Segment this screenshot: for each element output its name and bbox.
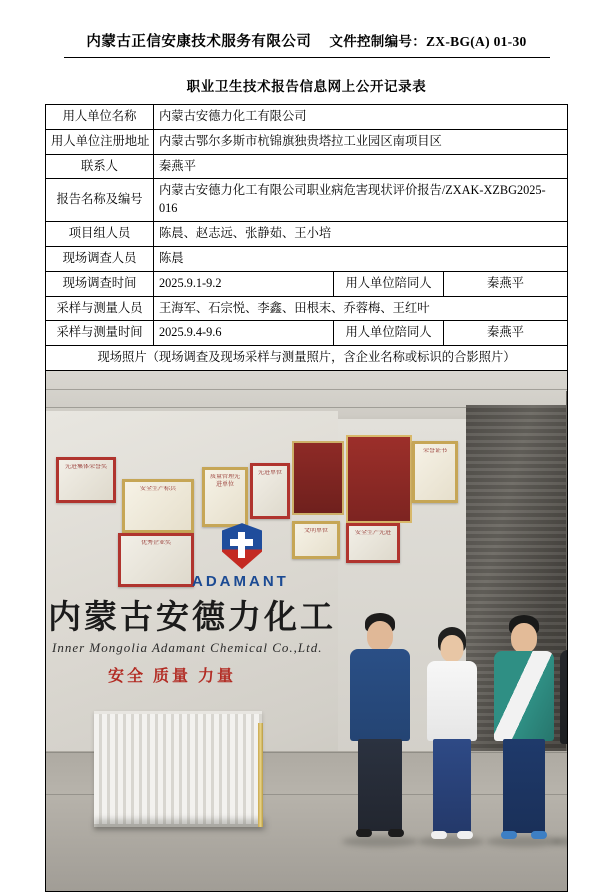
table-row bbox=[46, 154, 568, 179]
person-1 bbox=[344, 613, 416, 839]
wall-brand-english: Inner Mongolia Adamant Chemical Co.,Ltd. bbox=[52, 640, 323, 656]
person-shoe bbox=[356, 829, 372, 837]
wall-plaque-text: 先进集体荣誉奖 bbox=[64, 464, 107, 471]
row-label-report-name-number: 报告名称及编号 bbox=[46, 179, 154, 222]
person-jacket bbox=[350, 649, 410, 741]
group-photo-cell bbox=[46, 371, 568, 892]
row-label-sampling-time: 采样与测量时间 bbox=[46, 321, 154, 346]
row-value-company-name: 内蒙古安德力化工有限公司 bbox=[154, 105, 568, 130]
person-shoe bbox=[457, 831, 473, 839]
person-shoe bbox=[531, 831, 547, 839]
photo-radiator-shadow bbox=[94, 819, 266, 831]
row-value-registered-address: 内蒙古鄂尔多斯市杭锦旗独贵塔拉工业园区南项目区 bbox=[154, 129, 568, 154]
wall-plaque bbox=[250, 463, 290, 519]
company-logo-text: ADAMANT bbox=[192, 573, 289, 591]
person-pants bbox=[433, 739, 471, 833]
header-document-number: 文件控制编号：ZX-BG(A) 01-30 bbox=[329, 34, 527, 49]
table-row bbox=[46, 179, 568, 222]
wall-plaque-text: 安全生产标兵 bbox=[139, 486, 176, 493]
table-row bbox=[46, 246, 568, 271]
row-value-survey-time: 2025.9.1-9.2 bbox=[154, 271, 334, 296]
person-jacket bbox=[427, 661, 477, 741]
person-jacket bbox=[494, 651, 554, 741]
row-label-company-name: 用人单位名称 bbox=[46, 105, 154, 130]
wall-plaque bbox=[56, 457, 116, 503]
wall-plaque bbox=[412, 441, 458, 503]
row-value-report-name-number: 内蒙古安德力化工有限公司职业病危害现状评价报告/ZXAK-XZBG2025-016 bbox=[154, 179, 568, 222]
row-label-survey-time: 现场调查时间 bbox=[46, 271, 154, 296]
person-head bbox=[367, 621, 393, 651]
table-row bbox=[46, 321, 568, 346]
wall-plaque bbox=[346, 523, 400, 563]
row-label-sampling-accompany: 用人单位陪同人 bbox=[334, 321, 444, 346]
person-shoe bbox=[388, 829, 404, 837]
row-label-sampling-staff: 采样与测量人员 bbox=[46, 296, 154, 321]
person-shoe bbox=[501, 831, 517, 839]
ceiling-seam bbox=[46, 389, 567, 390]
row-label-project-team: 项目组人员 bbox=[46, 222, 154, 247]
wall-brand-chinese: 内蒙古安德力化工 bbox=[48, 600, 336, 637]
person-3 bbox=[488, 615, 560, 839]
table-row bbox=[46, 346, 568, 371]
table-row bbox=[46, 296, 568, 321]
wall-plaque-text: 先进单位 bbox=[257, 470, 282, 477]
wall-plaque bbox=[292, 521, 340, 559]
person-jacket bbox=[560, 650, 567, 744]
table-row bbox=[46, 271, 568, 296]
row-value-contact: 秦燕平 bbox=[154, 154, 568, 179]
header-divider bbox=[64, 57, 550, 58]
row-value-sampling-time: 2025.9.4-9.6 bbox=[154, 321, 334, 346]
person-head bbox=[441, 635, 464, 662]
wall-plaque bbox=[122, 479, 194, 533]
person-shoe bbox=[431, 831, 447, 839]
table-row bbox=[46, 222, 568, 247]
wall-plaque-text: 文明单位 bbox=[303, 528, 328, 535]
photo-radiator bbox=[94, 711, 262, 827]
group-photo bbox=[46, 371, 567, 891]
row-value-survey-accompany: 秦燕平 bbox=[444, 271, 568, 296]
wall-plaque-text: 安全生产先进 bbox=[354, 530, 391, 537]
row-label-survey-staff: 现场调查人员 bbox=[46, 246, 154, 271]
row-label-survey-accompany: 用人单位陪同人 bbox=[334, 271, 444, 296]
person-pants bbox=[503, 739, 545, 833]
table-row bbox=[46, 129, 568, 154]
row-value-project-team: 陈晨、赵志远、张静茹、王小培 bbox=[154, 222, 568, 247]
wall-banner bbox=[292, 441, 344, 515]
wall-banner bbox=[346, 435, 412, 523]
wall-plaque-text: 质量管理先进单位 bbox=[209, 474, 240, 488]
table-row bbox=[46, 105, 568, 130]
header-company-name: 内蒙古正信安康技术服务有限公司 bbox=[86, 34, 312, 50]
person-2 bbox=[422, 627, 482, 839]
person-head bbox=[511, 623, 537, 653]
person-pants bbox=[358, 739, 402, 831]
page-title: 职业卫生技术报告信息网上公开记录表 bbox=[186, 79, 427, 94]
photo-pipe bbox=[258, 723, 263, 827]
person-4 bbox=[554, 613, 567, 839]
document-header bbox=[0, 0, 613, 57]
photo-section-caption: 现场照片（现场调查及现场采样与测量照片，含企业名称或标识的合影照片） bbox=[46, 346, 568, 371]
wall-plaque-text: 优秀企业奖 bbox=[140, 540, 171, 547]
record-table bbox=[45, 104, 568, 892]
row-value-sampling-staff: 王海军、石宗悦、李鑫、田根末、乔蓉梅、王红叶 bbox=[154, 296, 568, 321]
table-row-photo bbox=[46, 371, 568, 892]
row-value-sampling-accompany: 秦燕平 bbox=[444, 321, 568, 346]
row-label-registered-address: 用人单位注册地址 bbox=[46, 129, 154, 154]
wall-slogan-text: 安全 质量 力量 bbox=[108, 668, 237, 686]
wall-plaque bbox=[202, 467, 248, 527]
row-label-contact: 联系人 bbox=[46, 154, 154, 179]
row-value-survey-staff: 陈晨 bbox=[154, 246, 568, 271]
wall-plaque-text: 荣誉证书 bbox=[422, 448, 447, 455]
wall-plaque bbox=[118, 533, 194, 587]
